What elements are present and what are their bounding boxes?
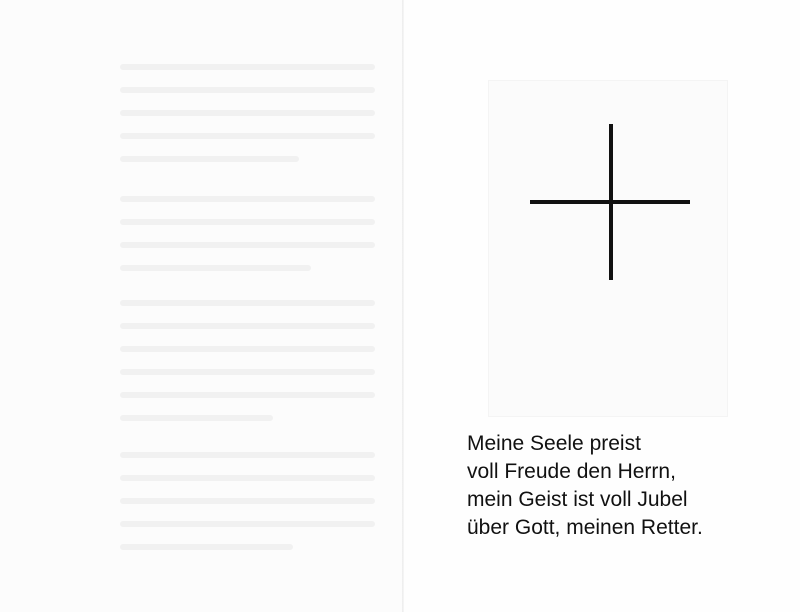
verse-text: [467, 430, 792, 542]
verse-line: mein Geist ist voll Jubel: [467, 488, 688, 511]
verse-line: Meine Seele preist: [467, 432, 641, 455]
bleed-through-paragraph: [120, 64, 375, 179]
cross-horizontal-bar: [530, 200, 690, 204]
bleed-through-paragraph: [120, 196, 375, 288]
bleed-through-paragraph: [120, 300, 375, 438]
bleed-through-paragraph: [120, 452, 375, 567]
cross-icon: [530, 124, 690, 280]
verse-line: über Gott, meinen Retter.: [467, 516, 703, 539]
verse-line: voll Freude den Herrn,: [467, 460, 676, 483]
